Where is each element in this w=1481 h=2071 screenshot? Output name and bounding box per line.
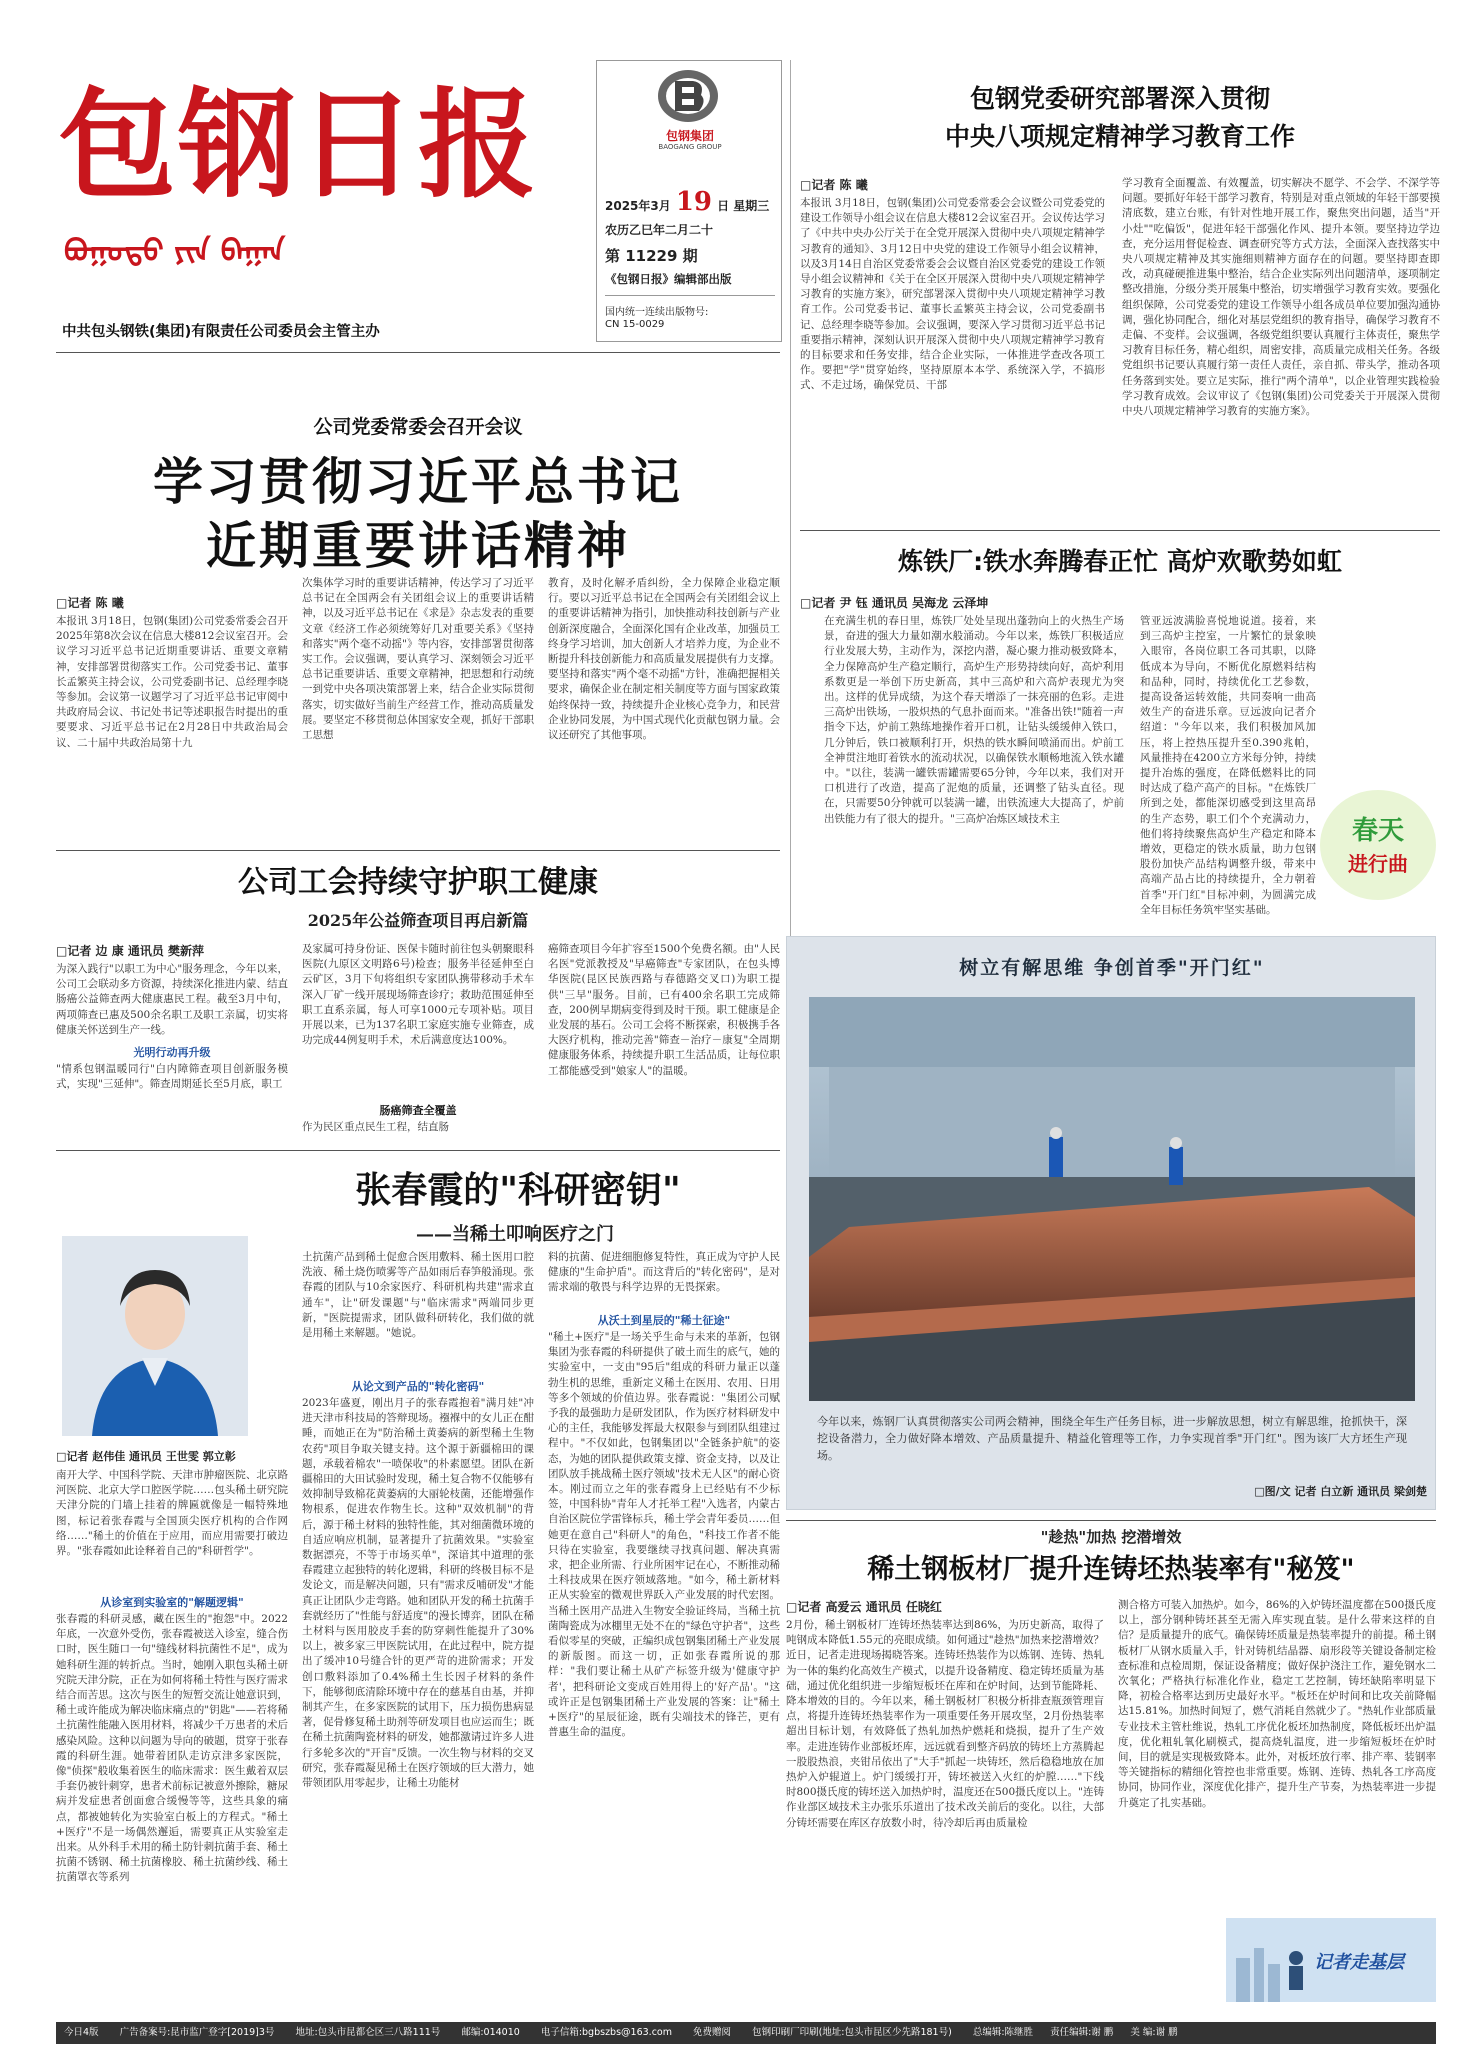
article5-byline: □记者 赵伟佳 通讯员 王世雯 郭立彰 — [56, 1450, 236, 1463]
article6-kicker: "趁热"加热 挖潜增效 — [1040, 1528, 1182, 1546]
editor-line: 《包钢日报》编辑部出版 — [605, 272, 732, 286]
footer-ad-license: 广告备案号:昆市监广登字[2019]3号 — [119, 2027, 275, 2038]
footer-duty-editor: 责任编辑:谢 鹏 — [1050, 2027, 1114, 2038]
reporter-badge-text: 记者走基层 — [1314, 1952, 1404, 1973]
spring-badge-text1: 春天 — [1351, 816, 1404, 846]
article-ironworks — [800, 540, 1440, 916]
article6-col1: 2月份，稀土钢板材厂连铸坯热装率达到86%，为历史新高，取得了吨钢成本降低1.55元的亮眼成绩。如何通过"趁热"加热来挖潜增效？近日，记者走进现场揭晓答案。连铸坯热装作为以炼钢、连铸、热轧为一体的集约化高效生产模式，以提升设备精度、稳定铸坯质量为基础，通过优化组织进一步缩短板坯在库和在炉时间，达到节能降耗、降本增效的目的。今年以来，稀土钢板材厂积极分析排查瓶颈管理盲点，将提升连铸坯热装率作为一项重要任务开展攻坚，2月份热装率超出目标计划，有效降低了热轧加热炉燃耗和烧损，提升了生产效率。走进连铸作业部板坯库，远远就看到整齐码放的铸坯上方蒸腾起一股股热浪，夹钳吊依出了"大手"抓起一块铸坯，然后稳稳地放在加热炉入炉辊道上。炉门缓缓打开，铸坯被送入火红的炉膛……"下线时800摄氏度的铸坯送入加热炉时，温度还在500摄氏度以上。"连铸作业部区域技术主办张乐乐道出了技术改关前后的变化。以往，大部分铸坯需要在库区存放数小时，待冷却后再由质量检 — [786, 1619, 1104, 1829]
article4-subtitle: 2025年公益筛查项目再启新篇 — [307, 911, 529, 930]
article4-col1b: "情系包钢温暖同行"白内障筛查项目创新服务模式，实现"三延伸"。筛查周期延长至5月底，职工 — [56, 1063, 288, 1091]
article1-col1: 本报讯 3月18日，包钢(集团)公司党委常委会召开2025年第8次会议在信息大楼812会议室召开。会议学习习近平总书记近期重要讲话、重要文章精神，安排部署贯彻落实工作。公司党委书记、董事长孟繁英主持会议，公司党委副书记、总经理李晓等参加。会议第一议题学习了习近平总书记审阅中共政府局会议、书记处书记等述职报告时提出的重要要求、习近平总书记在2月28日中共政治局会议、二十届中共政治局第十九 — [56, 615, 288, 749]
spring-badge-text2: 进行曲 — [1348, 852, 1408, 876]
article5-sub2: 从论文到产品的"转化密码" — [351, 1380, 485, 1393]
article6-byline: □记者 高爱云 通讯员 任晓红 — [786, 1600, 942, 1614]
divider — [800, 530, 1440, 531]
article6-title: 稀土钢板材厂提升连铸坯热装率有"秘笈" — [867, 1554, 1355, 1585]
article3-title: 炼铁厂:铁水奔腾春正忙 高炉欢歌势如虹 — [898, 547, 1342, 576]
article5-col3a: 料的抗菌、促进细胞修复特性，真正成为守护人民健康的"生命护盾"。而这背后的"转化密码"，是对需求端的敬畏与科学边界的无畏探索。 — [548, 1251, 780, 1294]
photo-caption-title: 树立有解思维 争创首季"开门红" — [959, 957, 1265, 979]
masthead-mongolian: ᠪᠣᠭᠣᠲᠤ ᠶᠢᠨ ᠪᠠᠭᠠᠨ — [64, 234, 286, 269]
cn-label: 国内统一连续出版物号: — [605, 307, 709, 318]
article4-col1a: 为深入践行"以职工为中心"服务理念，今年以来，公司工会联动多方资源，持续深化推进内蒙、结直肠癌公益筛查两大健康惠民工程。截至3月中旬，两项筛查已惠及500余名职工及职工亲属，切实将健康关怀送到生产一线。 — [56, 963, 288, 1036]
article3-byline: □记者 尹 钰 通讯员 吴海龙 云泽坤 — [800, 596, 989, 610]
portrait-photo — [62, 1236, 248, 1436]
article1-title-line2: 近期重要讲话精神 — [206, 517, 630, 575]
footer-pages: 今日4版 — [64, 2027, 99, 2038]
article3-col2: 管亚远波满脸喜悦地说道。接着，来到三高炉主控室，一片繁忙的景象映入眼帘，各岗位职工各司其职，以降低成本为导向，不断优化原燃料结构和品种，同时，持续优化工艺参数，提高设备运转效能，共同奏响一曲高效生产的奋进乐章。豆远波向记者介绍道："今年以来，我们积极加风加压，将上控热压提升至0.390兆帕，风量推持在4200立方米每分钟，持续提升冶炼的强度，在降低燃料比的同时达成了稳产高产的目标。"在炼铁厂所到之处，都能深切感受到这里高昂的生产态势，职工们个个充满动力，他们将持续聚焦高炉生产稳定和降本增效，更稳定的铁水质量，助力包钢股份加快产品结构调整升级，带来中高端产品占比的持续提升，全力朝着首季"开门红"目标冲刺，为圆满完成全年目标任务筑牢坚实基础。 — [1140, 615, 1316, 916]
footer-bar — [56, 2022, 1436, 2044]
footer-email: 电子信箱:bgbszbs@163.com — [540, 2027, 672, 2038]
masthead-title: 包钢日报 — [58, 75, 539, 214]
article4-sub2: 肠癌筛查全覆盖 — [379, 1104, 457, 1117]
article4-col3: 癌筛查项目今年扩容至1500个免费名额。由"人民名医"党派教授及"早癌筛查"专家团队，在包头博华医院(昆区民族西路与春德路交叉口)为职工提供"三早"服务。目前，已有400余名职工完成筛查，200例早期病变得到及时干预。职工健康是企业发展的基石。公司工会将不断探索，积极携手各大医疗机构，推动完善"筛查－治疗－康复"全周期健康服务体系，持续提升职工生活品质，让每位职工都能感受到"娘家人"的温暖。 — [548, 943, 780, 1077]
photo-image — [809, 997, 1415, 1401]
article2-col2: 学习教育全面覆盖、有效覆盖，切实解决不愿学、不会学、不深学等问题。要抓好年轻干部学习教育，特别是对重点领域的年轻干部要摸清底数，建立台账，有针对性地开展工作，聚焦突出问题，适当"开小灶""吃偏饭"，促进年轻干部强化作风、提升本领。要坚持边学边查，充分运用督促检查、调查研究等方式方法，全面深入查找落实中央八项规定精神及其实施细则精神方面存在的问题。要坚持即查即改，动真碰硬推进集中整治，结合企业实际列出问题清单，逐项制定整改措施，分级分类开展集中整治，切实增强学习教育实效。要强化组织保障，公司党委党的建设工作领导小组各成员单位要加强沟通协调，强化协同配合，细化对基层党组织的教育指导，确保学习教育不走偏、不变样。会议强调，各级党组织要认真履行主体责任，聚焦学习教育目标任务，精心组织，周密安排，高质量完成相关任务。各级党组织书记要认真履行第一责任人责任，亲自抓、带头学，推动各项任务落到实处。要立足实际，推行"两个清单"，以企业管理实践检验学习教育成效。会议审议了《包钢(集团)公司党委关于开展深入贯彻中央八项规定精神学习教育的实施方案》。 — [1122, 177, 1440, 418]
article2-title2: 中央八项规定精神学习教育工作 — [944, 122, 1295, 151]
footer-chief-editor: 总编辑:陈继胜 — [972, 2027, 1034, 2038]
article-union-health — [56, 862, 780, 1142]
photo-caption: 今年以来，炼钢厂认真贯彻落实公司两会精神，围绕全年生产任务目标，进一步解放思想，树立有解思维，抢抓快干，深挖设备潜力，全力做好降本增效、产品质量提升、精益化管理等工作，力争实现首季"开门红"。图为该厂大方坯生产现场。 — [817, 1415, 1407, 1462]
divider — [56, 850, 780, 851]
article5-subtitle: ——当稀土叩响医疗之门 — [416, 1224, 614, 1245]
photo-credit: □图/文 记者 白立新 通讯员 梁剑楚 — [1254, 1485, 1427, 1498]
masthead-date — [605, 187, 777, 217]
article1-kicker: 公司党委常委会召开会议 — [313, 416, 523, 438]
article-party-meeting — [56, 412, 780, 882]
article2-title: 包钢党委研究部署深入贯彻 — [969, 84, 1270, 113]
article2-byline: □记者 陈 曦 — [800, 178, 868, 192]
lunar-date: 农历乙巳年二月二十 — [605, 223, 714, 237]
article5-title: 张春霞的"科研密钥" — [355, 1170, 681, 1211]
article2-col1: 本报讯 3月18日，包钢(集团)公司党委常委会会议暨公司党委党的建设工作领导小组会议在信息大楼812会议室召开。会议传达学习了《中共中央办公厅关于在全党开展深入贯彻中央八项规定精神学习教育的通知》、3月12日中央党的建设工作领导小组会议精神，以及3月14日自治区党委常委会会议暨自治区党委党的建设工作领导小组会议精神和《关于在全区开展深入贯彻中央八项规定精神学习教育的实施方案》，研究部署深入贯彻中央八项规定精神学习教育工作。公司党委书记、董事长孟繁英主持会议，公司党委副书记、总经理李晓等参加。会议强调，要深入学习贯彻习近平总书记重要指示精神，深刻认识开展深入贯彻中央八项规定精神学习教育的目标要求和任务安排，结合企业实际，一体推进学查改各项工作。要把"学"贯穿始终，坚持原原本本学、系统深入学，不搞形式、不走过场，确保党员、干部 — [800, 197, 1105, 392]
logo-icon — [655, 67, 721, 125]
masthead-sponsor: 中共包头钢铁(集团)有限责任公司委员会主管主办 — [62, 324, 380, 340]
logo-text: 包钢集团 — [665, 129, 714, 143]
reporter-badge — [1226, 1918, 1436, 2002]
divider — [56, 352, 780, 353]
info-divider — [605, 295, 775, 296]
article5-sub1: 从诊室到实验室的"解题逻辑" — [100, 1596, 244, 1609]
footer-free: 免费赠阅 — [693, 2027, 732, 2038]
article1-col3: 教育，及时化解矛盾纠纷，全力保障企业稳定顺行。要以习近平总书记在全国两会有关团组会议上的重要讲话精神为指引，加快推动科技创新与产业创新深度融合，全面深化国有企业改革，加强员工终身学习培训，加大创新人才培养力度，为企业不断提升科技创新能力和高质量发展提供有力支撑。要坚持和落实"两个毫不动摇"方针，准确把握相关要求，确保企业在制定相关制度等方面与国家政策始终保持一致，持续提升企业核心竞争力，和民营企业协同发展，为中国式现代化贡献包钢力量。会议还研究了其他事项。 — [548, 577, 780, 742]
article4-title: 公司工会持续守护职工健康 — [238, 865, 598, 900]
spring-badge — [1320, 790, 1436, 900]
article-rare-earth-steel — [786, 1526, 1436, 2006]
article5-col2b: 2023年盛夏，刚出月子的张春霞抱着"满月娃"冲进天津市科技局的答辩现场。襁褓中的女儿正在酣睡，而她正在为"防治稀土黄萎病的新型稀土生物农药"项目争取关键支持。这个源于新疆棉田的课题，承载着棉农"一喷保收"的朴素愿望。团队在新疆棉田的大田试验时发现，稀土复合物不仅能够有效抑制导致棉花黄萎病的大丽轮枝菌，还能增强作物根系，促进农作物生长。这种"双效机制"的背后，源于稀土材料的独特性能，其对细菌微环境的自适应响应机制，显著提升了抗菌效果。"实验室数据漂亮，不等于市场买单"，深谙其中道理的张春霞建立起独特的转化逻辑，科研的终极目标不是发论文，而是解决问题，只有"需求反哺研发"才能真正让团队少走弯路。她和团队开发的稀土抗菌手套就经历了"性能与舒适度"的漫长博弈，团队在稀土材料与医用胶皮手套的防穿刺性能提升了30%以上，被多家三甲医院试用，在此过程中，院方提出了缓冲10号缝合针的更严苛的进阶需求；开发创口敷料添加了0.4%稀土生长因子材料的条件下，能够彻底清除环境中存在的慈基自由基，并抑制其产生，在多家医院的试用下，压力损伤患病显著，促骨修复稀土助剂等研发项目也应运而生；既在稀土抗菌陶瓷材料的研发，她都激请过许多人进行多轮多次的"开盲"反馈。一次生物与材料的交叉研究，张春霞凝见稀土在医疗领域的巨大潜力，她带领团队用零起步，让稀土功能材 — [302, 1397, 534, 1790]
footer-postcode: 邮编:014010 — [461, 2027, 520, 2038]
article5-col2a: 土抗菌产品到稀土促愈合医用敷料、稀土医用口腔洗液、稀土烧伤喷雾等产品如雨后春笋般涌现。张春霞的团队与10余家医疗、科研机构共建"需求直通车"，让"研发课题"与"临床需求"两端同步更新，"医院提需求，团队做科研转化，我们做的就是用稀土来解题。"她说。 — [302, 1251, 534, 1340]
date-prefix: 2025年3月 — [605, 199, 671, 213]
article4-byline: □记者 边 康 通讯员 樊新萍 — [56, 944, 205, 958]
footer-printer: 包钢印刷厂印刷(地址:包头市昆区少先路181号) — [752, 2027, 952, 2038]
article6-col2: 测合格方可装入加热炉。如今，86%的入炉铸坯温度都在500摄氏度以上，部分钢种铸坯甚至无需入库实现直装。是什么带来这样的自信？是质量提升的底气。确保铸坯质量是热装率提升的前提。稀土钢板材厂从钢水质量入手，针对铸机结晶器、扇形段等关键设备制定检查标准和点检周期，保证设备精度；做好保护浇注工作，避免钢水二次氧化；严格执行标准化作业，稳定工艺控制，铸坯缺陷率明显下降，初检合格率达到历史最好水平。"板坯在炉时间和比攻关前降幅达15.81%。加热时间短了，燃气消耗自然就少了。"热轧作业部质量专业技术主管杜维说，热轧工序优化板坯加热制度，降低板坯出炉温度，优化粗轧氧化刷模式，提高烧轧温度，进一步缩短板坯在炉时间，目的就是实现极致降本。此外，对板坯放行率、排产率、装钢率等关键指标的精细化管控也非常重要。炼钢、连铸、热轧各工序高度协同，协同作业，深度优化排产，提升生产节奏，为热装率进一步提升奠定了扎实基础。 — [1118, 1599, 1436, 1809]
date-weekday: 日 星期三 — [717, 199, 770, 213]
cn-number: CN 15-0029 — [605, 319, 665, 330]
article1-col2: 次集体学习时的重要讲话精神，传达学习了习近平总书记在全国两会有关团组会议上的重要讲话精神，以及习近平总书记在《求是》杂志发表的重要文章《经济工作必须统筹好几对重要关系》《坚持和落实"两个毫不动摇"》等内容，安排部署贯彻落实工作。会议强调，要认真学习、深刻领会习近平总书记重要讲话、重要文章精神，把思想和行动统一到党中央各项决策部署上来，结合企业实际贯彻落实，切实做好当前生产经营工作，推动高质量发展。要坚定不移贯彻总体国家安全观，抓好干部职工思想 — [302, 577, 534, 742]
article4-col2b: 作为民区重点民生工程，结直肠 — [302, 1121, 449, 1133]
date-day: 19 — [675, 187, 713, 217]
article-zhang-chunxia — [56, 1166, 780, 2006]
article5-sub3: 从沃土到星辰的"稀土征途" — [597, 1314, 731, 1327]
article3-col1: 在充满生机的春日里，炼铁厂处处呈现出蓬勃向上的火热生产场景，奋进的强大力量如潮水般涌动。今年以来，炼铁厂积极适应行业发展大势，主动作为，深挖内潜，凝心聚力推动极致降本，全力保障高炉生产稳定顺行，高炉生产形势持续向好，高炉利用系数更是一举创下历史新高，其中三高炉和六高炉表现尤为突出。这样的优异成绩，为这个春天增添了一抹亮丽的色彩。走进三高炉出铁场，一股炽热的气息扑面而来。"准备出铁!"随着一声指令下达，炉前工熟练地操作着开口机，让钻头缓缓伸入铁口，几分钟后，铁口被顺利打开，炽热的铁水瞬间喷涌而出。炉前工全神贯注地盯着铁水的流动状况，以确保铁水顺畅地流入铁水罐中。"以往，装满一罐铁需罐需要65分钟，今年以来，我们对开口机进行了改造，提高了泥炮的质量，还调整了钻头直径。现在，只需要50分钟就可以装满一罐，出铁流速大大提高了，炉前出铁能力有了很大的提升。"三高炉冶炼区域技术主 — [824, 615, 1124, 825]
article5-col1a: 南开大学、中国科学院、天津市肿瘤医院、北京路河医院、北京大学口腔医学院……包头稀土研究院天津分院的门墙上挂着的牌匾就像是一幅特殊地图，标记着张春霞与全国顶尖医疗机构的合作网络……"稀土的价值在于应用，而应用需要打破边界。"张春霞如此诠释着自己的"科研哲学"。 — [56, 1469, 288, 1558]
issue-number: 第 11229 期 — [605, 247, 698, 265]
article5-col3b: "稀土+医疗"是一场关乎生命与未来的革新，包钢集团为张春霞的科研提供了破土而生的底气，她的实验室中，一支由"95后"组成的科研力量正以蓬勃生机的思维，重新定义稀土在医用、农用、日用等多个领域的价值边界。张春霞说："集团公司赋予我的最强助力是研发团队，作为医疗材料研发中心的主任，我能够发挥最大权限参与到团队组建过程中。"不仅如此，包钢集团以"全链条护航"的姿态，为她的团队提供政策支撑、资金支持，以及让团队放手挑战稀土医疗领域"技术无人区"的耐心资本。刚过而立之年的张春霞身上已经贴有不少标签，中国科协"青年人才托举工程"入选者，内蒙古自治区院位学雷锋标兵，稀土学会青年委员……但她更在意自己"科研人"的角色，"科技工作者不能只待在实验室，我要继续寻找真问题、解决真需求，把企业所需、行业所困牢记在心，不断推动稀土科技成果在医疗领域落地。"如今，稀土新材料正从实验室的微观世界跃入产业发展的时代宏图。当稀土医用产品进入生物安全验证终局，当稀土抗菌陶瓷成为冰棚里无处不在的"绿色守护者"，这些看似零星的突破，正编织成包钢集团稀土产业发展的新版图。而这一切，正如张春霞所说的那样："我们要让稀土从矿产标签升级为'健康守护者'，把科研论文变成百姓用得上的'好产品'。"这或许正是包钢集团稀土产业发展的答案：让"稀土+医疗"的星辰征途，既有尖端技术的锋芒，更有普惠生命的温度。 — [548, 1331, 780, 1739]
article4-col2: 及家属可持身份证、医保卡随时前往包头朝聚眼科医院(九原区文明路6号)检查；服务半径延伸至白云矿区，3月下旬将组织专家团队携带移动手术车深入厂矿一线开展现场筛查诊疗；救助范围延伸至职工直系亲属，每人可享1000元专项补贴。项目开展以来，已为137名职工家庭实施专业筛查，成功完成44例复明手术，术后满意度达100%。 — [302, 943, 534, 1047]
logo-sub: BAOGANG GROUP — [658, 143, 722, 151]
photo-feature — [786, 936, 1436, 1510]
article1-byline: □记者 陈 曦 — [56, 596, 124, 610]
divider — [56, 1150, 780, 1151]
article4-sub1: 光明行动再升级 — [133, 1046, 211, 1059]
footer-address: 地址:包头市昆都仑区三八路111号 — [295, 2027, 441, 2038]
article1-title-line1: 学习贯彻习近平总书记 — [153, 453, 683, 511]
article5-col1b: 张春霞的科研灵感，藏在医生的"抱怨"中。2022年底，一次意外受伤，张春霞被送入诊室，缝合伤口时，医生随口一句"缝线材料抗菌性不足"，成为她科研生涯的转折点。当时，她刚入职包头稀土研究院天津分院，正在为如何将稀土特性与医疗需求结合而苦思。这次与医生的短暂交流让她意识到，稀土或许能成为解决临床痛点的"钥匙"——若将稀土抗菌性能融入医用材料，将减少千万患者的术后感染风险。这种以问题为导向的破题，贯穿于张春霞的科研生涯。她带着团队走访京津多家医院，像"侦探"般收集着医生的临床需求：医生戴着双层手套仍被针刺穿，患者术前标记被意外擦除，糖尿病并发症患者创面愈合缓慢等等，这些具象的痛点，都被她转化为实验室白板上的方程式。"稀土+医疗"不是一场偶然邂逅，需要真正从实验室走出来。从外科手术用的稀土防针刺抗菌手套、稀土抗菌不锈钢、稀土抗菌橡胶、稀土抗菌纱线、稀土抗菌罩衣等系列 — [56, 1613, 288, 1884]
divider — [786, 1520, 1436, 1521]
footer-art-editor: 美 编:谢 鹏 — [1130, 2027, 1178, 2038]
masthead-info-box — [596, 60, 782, 342]
article-eight-rules — [800, 80, 1440, 520]
